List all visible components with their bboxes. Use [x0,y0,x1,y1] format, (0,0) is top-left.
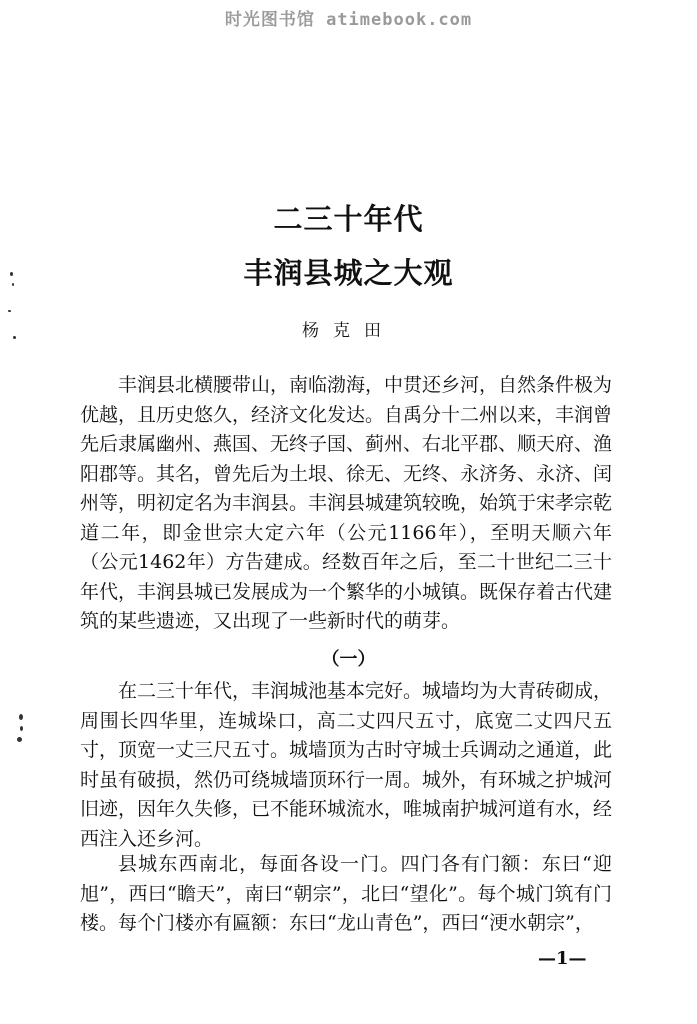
scan-speck [17,737,22,742]
scan-speck [8,310,11,312]
scan-speck [20,726,23,731]
scan-speck [10,272,13,276]
page-number: —1— [538,948,587,969]
title-line-1: 二三十年代 [273,202,424,236]
author-name: 杨克田 [302,321,395,341]
scan-speck [12,283,14,286]
scan-speck [13,336,16,339]
paragraph-intro: 丰润县北横腰带山，南临渤海，中贯还乡河，自然条件极为优越，且历史悠久，经济文化发达。自禹分十二州以来，丰润曾先后隶属幽州、燕国、无终子国、蓟州、右北平郡、顺天府、渔阳郡等。其名，曾先后为土垠、徐无、无终、永济务、永济、闰州等，明初定名为丰润县。丰润县城建筑较晚，始筑于宋孝宗乾道二年，即金世宗大定六年（公元1166年），至明天顺六年（公元1462年）方告建成。经数百年之后，至二十世纪二三十年代，丰润县城已发展成为一个繁华的小城镇。既保存着古代建筑的某些遗迹，又出现了一些新时代的萌芽。 [80,374,613,632]
paragraph-gates: 县城东西南北，每面各设一门。四门各有门额：东曰“迎旭”，西曰“瞻天”，南曰“朝宗”，北曰“望化”。每个城门筑有门楼。每个门楼亦有匾额：东曰“龙山青色”，西曰“浭水朝宗”， [80,853,612,934]
scan-speck [19,714,23,720]
title-line-2: 丰润县城之大观 [243,256,454,290]
paragraph-walls: 在二三十年代，丰润城池基本完好。城墙均为大青砖砌成，周围长四华里，连城垛口，高二丈四尺五寸，底宽二丈四尺五寸，顶宽一丈三尺五寸。城墙顶为古时守城士兵调动之通道，此时虽有破损，然仍可绕城墙顶环行一周。城外，有环城之护城河旧迹，因年久失修，已不能环城流水，唯城南护城河道有水，经西注入还乡河。 [80,680,613,850]
watermark: 时光图书馆 atimebook.com [224,10,473,30]
section-heading: （一） [321,649,376,670]
